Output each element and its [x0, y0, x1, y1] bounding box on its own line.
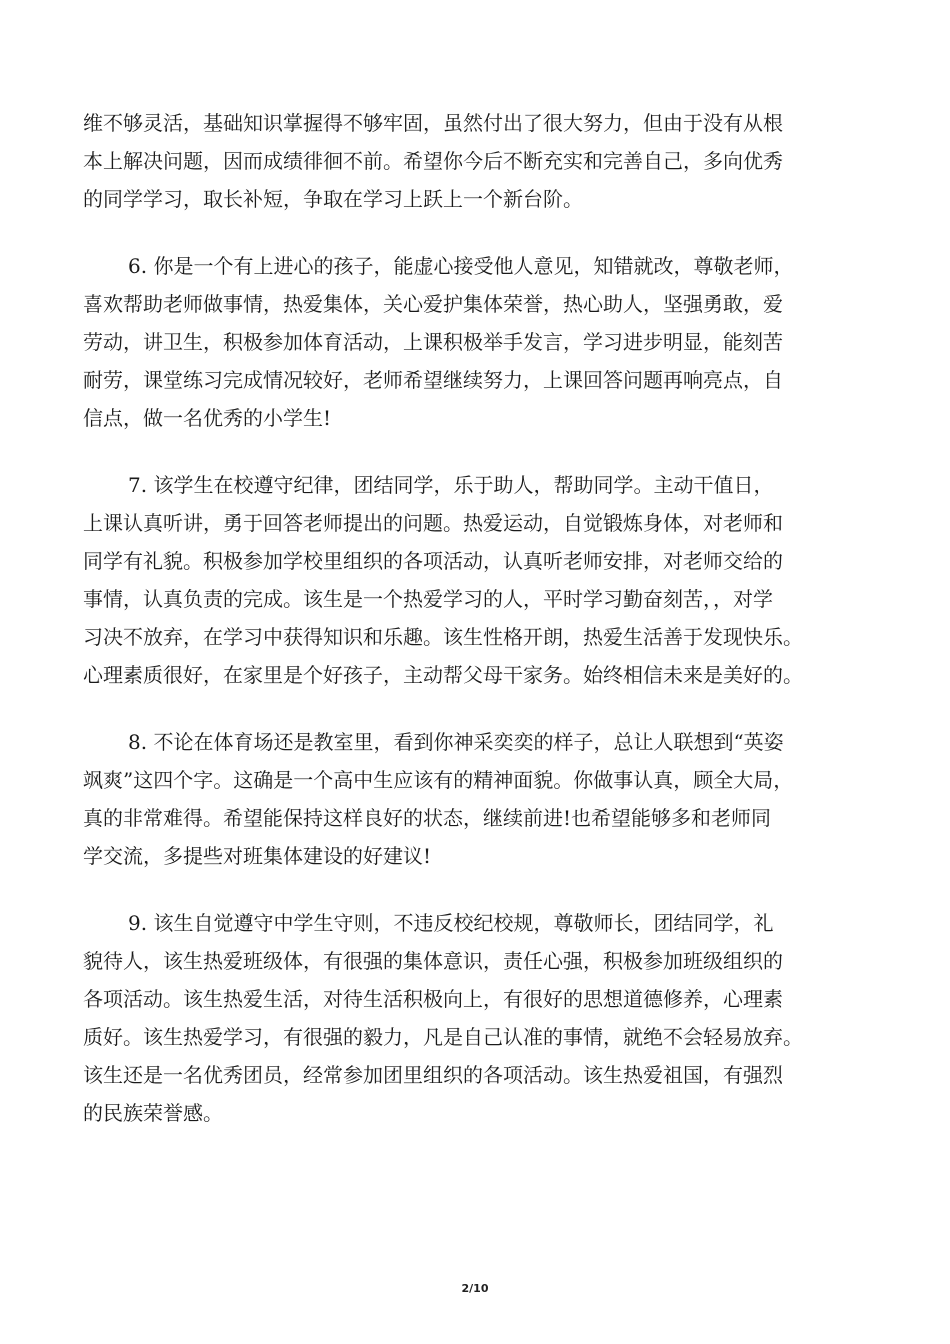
paragraph-item-8: [83, 723, 883, 875]
text-line: 貌待人，该生热爱班级体，有很强的集体意识，责任心强，积极参加班级组织的: [83, 949, 783, 973]
paragraph-continuation: [83, 104, 883, 218]
text-line: 6. 你是一个有上进心的孩子，能虚心接受他人意见，知错就改，尊敬老师，: [128, 254, 794, 278]
text-line: 的民族荣誉感。: [83, 1101, 223, 1125]
paragraph-item-9: [83, 904, 883, 1132]
text-line: 心理素质很好，在家里是个好孩子，主动帮父母干家务。始终相信未来是美好的。: [83, 663, 803, 687]
text-line: 本上解决问题，因而成绩徘徊不前。希望你今后不断充实和完善自己，多向优秀: [83, 149, 783, 173]
text-line: 事情，认真负责的完成。该生是一个热爱学习的人，平时学习勤奋刻苦，，对学: [83, 587, 773, 611]
text-line: 喜欢帮助老师做事情，热爱集体，关心爱护集体荣誉，热心助人，坚强勇敢，爱: [83, 292, 783, 316]
text-line: 该生还是一名优秀团员，经常参加团里组织的各项活动。该生热爱祖国，有强烈: [83, 1063, 783, 1087]
text-line: 8. 不论在体育场还是教室里，看到你神采奕奕的样子，总让人联想到“英姿: [128, 730, 784, 754]
text-line: 上课认真听讲，勇于回答老师提出的问题。热爱运动，自觉锻炼身体，对老师和: [83, 511, 783, 535]
paragraph-item-7: [83, 466, 883, 694]
text-line: 学交流，多提些对班集体建设的好建议!: [83, 844, 432, 868]
text-line: 真的非常难得。希望能保持这样良好的状态，继续前进!也希望能够多和老师同: [83, 806, 772, 830]
text-line: 7. 该学生在校遵守纪律，团结同学，乐于助人，帮助同学。主动干值日，: [128, 473, 774, 497]
document-body: [83, 104, 883, 1161]
page-number: 2/10: [461, 1282, 489, 1295]
text-line: 飒爽”这四个字。这确是一个高中生应该有的精神面貌。你做事认真，顾全大局，: [83, 768, 794, 792]
paragraph-item-6: [83, 247, 883, 437]
text-line: 维不够灵活，基础知识掌握得不够牢固，虽然付出了很大努力，但由于没有从根: [83, 111, 783, 135]
text-line: 同学有礼貌。积极参加学校里组织的各项活动，认真听老师安排，对老师交给的: [83, 549, 783, 573]
text-line: 习决不放弃，在学习中获得知识和乐趣。该生性格开朗，热爱生活善于发现快乐。: [83, 625, 803, 649]
text-line: 耐劳，课堂练习完成情况较好，老师希望继续努力，上课回答问题再响亮点，自: [83, 368, 783, 392]
text-line: 的同学学习，取长补短，争取在学习上跃上一个新台阶。: [83, 187, 583, 211]
text-line: 9. 该生自觉遵守中学生守则，不违反校纪校规，尊敬师长，团结同学，礼: [128, 911, 774, 935]
text-line: 劳动，讲卫生，积极参加体育活动，上课积极举手发言，学习进步明显，能刻苦: [83, 330, 783, 354]
text-line: 信点，做一名优秀的小学生!: [83, 406, 332, 430]
text-line: 质好。该生热爱学习，有很强的毅力，凡是自己认准的事情，就绝不会轻易放弃。: [83, 1025, 803, 1049]
text-line: 各项活动。该生热爱生活，对待生活积极向上，有很好的思想道德修养，心理素: [83, 987, 783, 1011]
